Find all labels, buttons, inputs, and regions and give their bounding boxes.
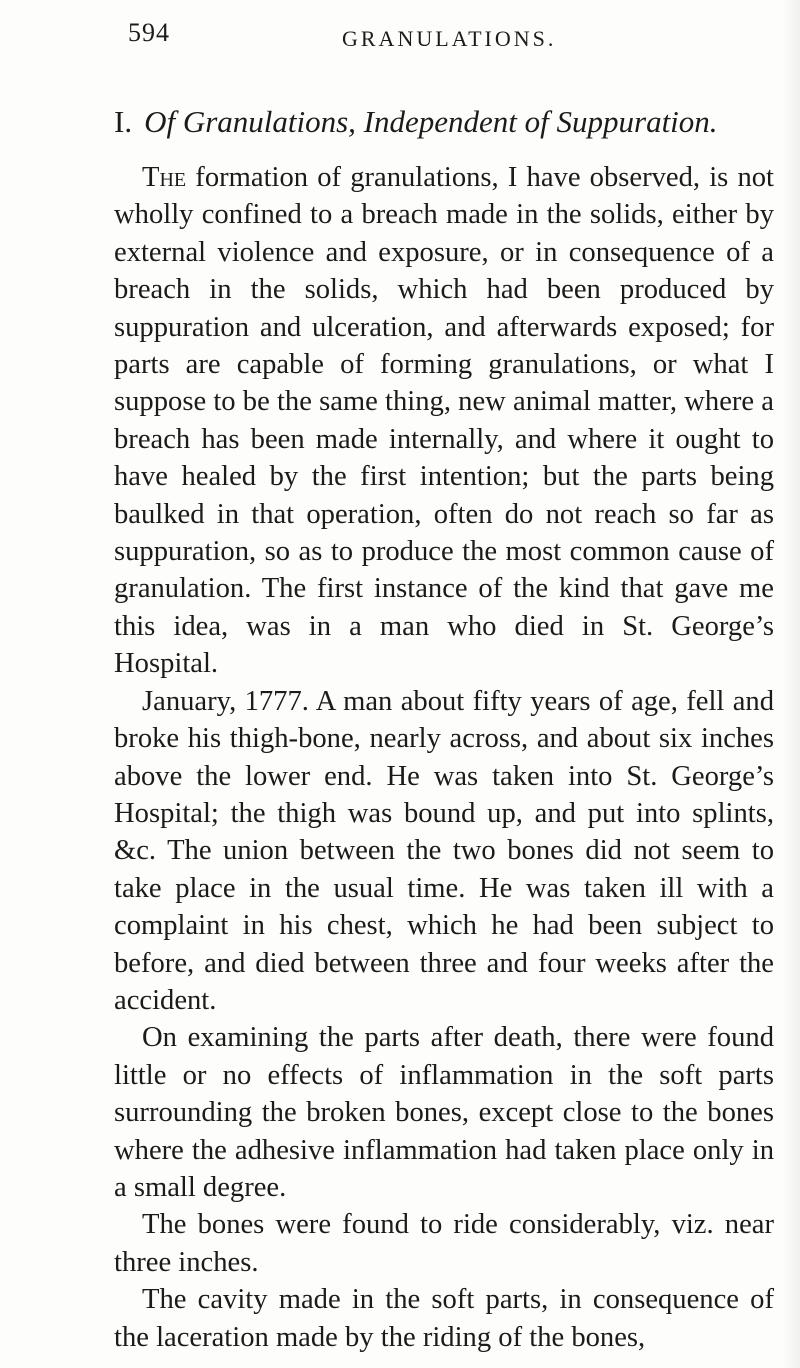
page-number: 594 [128,18,170,47]
paragraph-3: On examining the parts after death, there were found little or no effects of inflammation in the soft parts surrounding the broken bones, except close to the bones where the adhesive inflammation had taken place only in a small degree. [114,1022,774,1203]
section-heading [114,104,774,140]
section-title: Of Granulations, Independent of Suppuration. [144,104,718,139]
paragraph-4: The bones were found to ride considerably, viz. near three inches. [114,1209,774,1278]
running-title: GRANULATIONS. [342,26,557,51]
paragraph-1 [114,159,774,683]
paragraph-5: The cavity made in the soft parts, in consequence of the laceration made by the riding of the bones, [114,1284,774,1353]
paragraph-lead-word: The [142,162,187,193]
section-number: I. [114,104,133,139]
paragraph-2: January, 1777. A man about fifty years of age, fell and broke his thigh-bone, nearly across, and about six inches above the lower end. He was taken into St. George’s Hospital; the thigh was bound up, and put into splints, &c. The union between the two bones did not seem to take place in the usual time. He was taken ill with a complaint in his chest, which he had been subject to before, and died between three and four weeks after the accident. [114,685,774,1016]
body-text [114,159,774,1356]
running-head [114,18,774,58]
page-edge-shadow [782,0,800,1368]
paragraph-text: formation of granulations, I have observed, is not wholly confined to a breach made in the solids, either by external violence and exposure, or in consequence of a breach in the solids, which had been produced by suppuration and ulceration, and afterwards exposed; for parts are capable of forming granulations, or what I suppose to be the same thing, new animal matter, where a breach has been made internally, and where it ought to have healed by the first intention; but the parts being baulked in that operation, often do not reach so far as suppuration, so as to produce the most common cause of granulation. The first instance of the kind that gave me this idea, was in a man who died in St. George’s Hospital. [114,162,774,680]
